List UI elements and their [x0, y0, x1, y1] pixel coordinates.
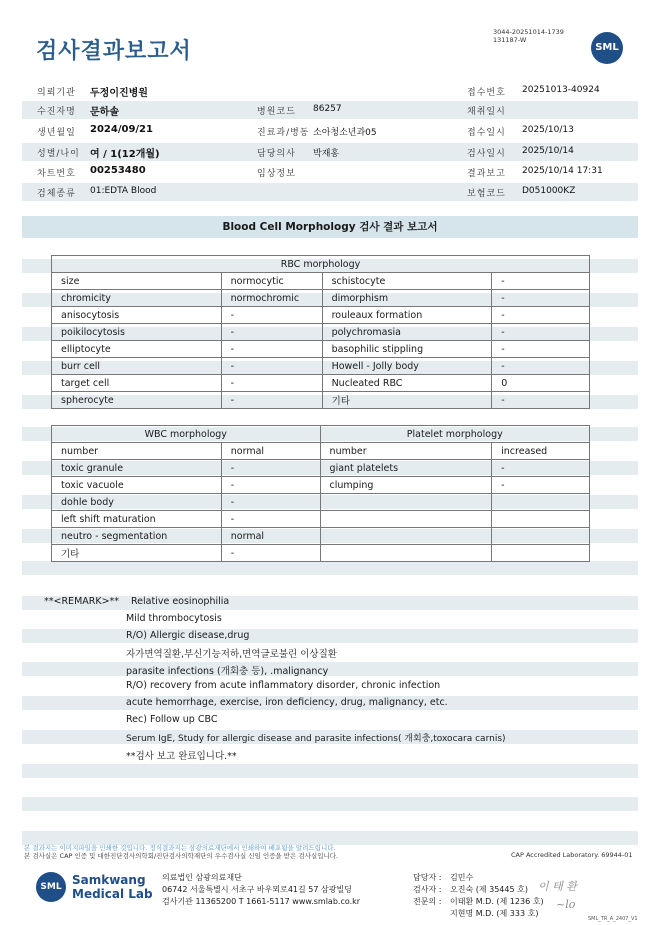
- platelet-item: [320, 545, 492, 562]
- rbc-result: -: [221, 341, 322, 358]
- certification-note: 본 검사실은 CAP 인증 및 대한진단검사의학회/진단검사의학재단의 우수검사실 신임 인증을 받은 검사실입니다.: [24, 852, 339, 860]
- stripe: [22, 662, 638, 676]
- chart-value: 00253480: [90, 165, 146, 176]
- wbc-platelet-table: [51, 425, 590, 562]
- dob-value: 2024/09/21: [90, 124, 153, 135]
- rbc-item: rouleaux formation: [322, 307, 492, 324]
- cap-accreditation: CAP Accredited Laboratory. 69944-01: [511, 851, 633, 859]
- table-row: [52, 545, 590, 562]
- table-row: [52, 341, 590, 358]
- test-date-value: 2025/10/14: [522, 146, 574, 156]
- examinee-label: 수진자명: [37, 107, 76, 117]
- wbc-item: 기타: [52, 545, 222, 562]
- rbc-item: schistocyte: [322, 273, 492, 290]
- wbc-result: -: [221, 494, 320, 511]
- table-row: [52, 511, 590, 528]
- tester-label: 검사자 :: [413, 885, 442, 894]
- rbc-result: 0: [492, 375, 590, 392]
- report-title: Blood Cell Morphology 검사 결과 보고서: [22, 216, 638, 238]
- sex-age-label: 성별/나이: [37, 149, 80, 159]
- table-row: [52, 375, 590, 392]
- hospital-code-value: 86257: [313, 104, 342, 114]
- insurance-value: D051000KZ: [522, 186, 576, 196]
- doctor-value: 박재홍: [313, 149, 340, 159]
- platelet-item: clumping: [320, 477, 492, 494]
- rbc-item: size: [52, 273, 222, 290]
- chart-label: 차트번호: [37, 169, 76, 179]
- table-row: [52, 358, 590, 375]
- rbc-item: Nucleated RBC: [322, 375, 492, 392]
- page-title: 검사결과보고서: [36, 39, 192, 64]
- rbc-result: -: [492, 358, 590, 375]
- table-row: [52, 273, 590, 290]
- clinical-label: 임상정보: [257, 169, 296, 179]
- rbc-item: dimorphism: [322, 290, 492, 307]
- platelet-result: [492, 528, 590, 545]
- specialist2-value: 지현명 M.D. (제 333 호): [450, 909, 539, 918]
- document-id: [493, 28, 564, 44]
- wbc-title: WBC morphology: [52, 426, 321, 443]
- brand-line1: Samkwang: [72, 873, 146, 887]
- report-date-value: 2025/10/14 17:31: [522, 166, 603, 176]
- table-row: [52, 477, 590, 494]
- specialist-label: 전문의 :: [413, 897, 442, 906]
- wbc-result: normal: [221, 443, 320, 460]
- platelet-item: [320, 511, 492, 528]
- receipt-no-value: 20251013-40924: [522, 85, 600, 95]
- remark-line: 자가면역질환,부신기능저하,면역글로불린 이상질환: [126, 649, 337, 660]
- wbc-item: toxic vacuole: [52, 477, 222, 494]
- wbc-item: number: [52, 443, 222, 460]
- brand-line2: Medical Lab: [72, 887, 153, 901]
- wbc-item: neutro - segmentation: [52, 528, 222, 545]
- stripe: [22, 764, 638, 778]
- organization: 의료법인 삼광의료재단: [162, 873, 242, 882]
- dept-label: 진료과/병동: [257, 128, 310, 138]
- dept-value: 소아청소년과05: [313, 128, 377, 138]
- hospital-label: 의뢰기관: [37, 88, 76, 98]
- platelet-result: [492, 494, 590, 511]
- platelet-item: number: [320, 443, 492, 460]
- remark-line: Serum IgE, Study for allergic disease and parasite infections( 개회충,toxocara carnis): [126, 734, 506, 744]
- receipt-date-label: 접수일시: [467, 128, 506, 138]
- rbc-item: spherocyte: [52, 392, 222, 409]
- info-row-4: [22, 143, 638, 161]
- specimen-label: 검체종류: [37, 189, 76, 199]
- hospital-value: 두정이진병원: [90, 88, 148, 99]
- table-row: [52, 307, 590, 324]
- receipt-no-label: 접수번호: [467, 88, 506, 98]
- rbc-result: -: [492, 307, 590, 324]
- image-notice: 본 결과지는 이미지파일을 인쇄한 것입니다. 정식결과지는 삼광의료재단에서 인쇄하여 배포됨을 알려드립니다.: [24, 844, 336, 852]
- rbc-result: -: [221, 307, 322, 324]
- specialist1-value: 이태환 M.D. (제 1236 호): [450, 897, 544, 906]
- wbc-item: left shift maturation: [52, 511, 222, 528]
- platelet-item: [320, 494, 492, 511]
- table-row: [52, 392, 590, 409]
- rbc-result: -: [492, 273, 590, 290]
- wbc-result: -: [221, 511, 320, 528]
- rbc-item: target cell: [52, 375, 222, 392]
- table-row: [52, 528, 590, 545]
- rbc-result: -: [492, 290, 590, 307]
- rbc-result: -: [221, 392, 322, 409]
- stripe: [22, 629, 638, 643]
- platelet-result: [492, 511, 590, 528]
- rbc-item: Howell - Jolly body: [322, 358, 492, 375]
- rbc-item: burr cell: [52, 358, 222, 375]
- stripe: [22, 561, 638, 575]
- rbc-item: anisocytosis: [52, 307, 222, 324]
- table-row: [52, 460, 590, 477]
- examinee-value: 문하솔: [90, 107, 119, 118]
- handwritten-signature: ~lo: [556, 898, 576, 911]
- remark-line: **검사 보고 완료입니다.**: [126, 751, 237, 762]
- insurance-label: 보험코드: [467, 189, 506, 199]
- test-date-label: 검사일시: [467, 149, 506, 159]
- remark-line: R/O) recovery from acute inflammatory disorder, chronic infection: [126, 680, 441, 691]
- report-date-label: 결과보고: [467, 169, 506, 179]
- platelet-result: [492, 545, 590, 562]
- rbc-result: normocytic: [221, 273, 322, 290]
- table-row: [52, 290, 590, 307]
- wbc-result: -: [221, 545, 320, 562]
- remark-label: **<REMARK>**: [44, 596, 120, 607]
- remark-line: Mild thrombocytosis: [126, 613, 222, 624]
- handwritten-signature: 이 태 환: [538, 880, 577, 893]
- contact: 검사기관 11365200 T 1661-5117 www.smlab.co.kr: [162, 897, 361, 906]
- info-row-5: [22, 163, 638, 181]
- manager-value: 김민수: [450, 873, 474, 882]
- info-row-1: [22, 82, 638, 100]
- remark-line: Rec) Follow up CBC: [126, 714, 218, 725]
- wbc-item: toxic granule: [52, 460, 222, 477]
- collect-label: 채취일시: [467, 107, 506, 117]
- address: 06742 서울특별시 서초구 바우뫼로41길 57 삼광빌딩: [162, 885, 352, 894]
- specimen-value: 01:EDTA Blood: [90, 186, 157, 196]
- rbc-item: 기타: [322, 392, 492, 409]
- platelet-item: giant platelets: [320, 460, 492, 477]
- rbc-morphology-table: [51, 255, 590, 409]
- stripe: [22, 797, 638, 811]
- sex-age-value: 여 / 1(12개월): [90, 149, 160, 160]
- rbc-item: basophilic stippling: [322, 341, 492, 358]
- table-row: [52, 443, 590, 460]
- sml-logo-icon: SML: [36, 872, 66, 902]
- dob-label: 생년월일: [37, 128, 76, 138]
- rbc-result: -: [492, 324, 590, 341]
- doctor-label: 담당의사: [257, 149, 296, 159]
- tester-value: 오진숙 (제 35445 호): [450, 885, 528, 894]
- rbc-result: -: [221, 324, 322, 341]
- rbc-item: chromicity: [52, 290, 222, 307]
- form-code: SML_TR_A_2407_V1: [588, 916, 638, 922]
- info-row-2: [22, 101, 638, 119]
- platelet-result: -: [492, 460, 590, 477]
- table-header-row: [52, 426, 590, 443]
- rbc-result: -: [221, 375, 322, 392]
- rbc-item: polychromasia: [322, 324, 492, 341]
- manager-label: 담당자 :: [413, 873, 442, 882]
- table-header-row: [52, 256, 590, 273]
- wbc-result: normal: [221, 528, 320, 545]
- rbc-item: elliptocyte: [52, 341, 222, 358]
- table-row: [52, 494, 590, 511]
- document-id-line2: 131187-W: [493, 36, 527, 44]
- rbc-result: -: [492, 392, 590, 409]
- rbc-item: poikilocytosis: [52, 324, 222, 341]
- platelet-result: -: [492, 477, 590, 494]
- brand-name: [72, 873, 153, 901]
- info-row-3: [22, 122, 638, 140]
- remark-line: Relative eosinophilia: [131, 596, 230, 607]
- document-id-line1: 3044-20251014-1739: [493, 28, 564, 36]
- wbc-result: -: [221, 477, 320, 494]
- info-row-6: [22, 183, 638, 201]
- remark-line: R/O) Allergic disease,drug: [126, 630, 250, 641]
- rbc-result: -: [221, 358, 322, 375]
- remark-line: parasite infections (개회충 등), .malignancy: [126, 666, 329, 677]
- platelet-title: Platelet morphology: [320, 426, 589, 443]
- sml-logo-icon: SML: [591, 32, 623, 64]
- platelet-item: [320, 528, 492, 545]
- remark-line: acute hemorrhage, exercise, iron deficiency, drug, malignancy, etc.: [126, 697, 448, 708]
- receipt-date-value: 2025/10/13: [522, 125, 574, 135]
- rbc-result: -: [492, 341, 590, 358]
- hospital-code-label: 병원코드: [257, 107, 296, 117]
- rbc-title: RBC morphology: [52, 256, 590, 273]
- platelet-result: increased: [492, 443, 590, 460]
- table-row: [52, 324, 590, 341]
- wbc-item: dohle body: [52, 494, 222, 511]
- rbc-result: normochromic: [221, 290, 322, 307]
- wbc-result: -: [221, 460, 320, 477]
